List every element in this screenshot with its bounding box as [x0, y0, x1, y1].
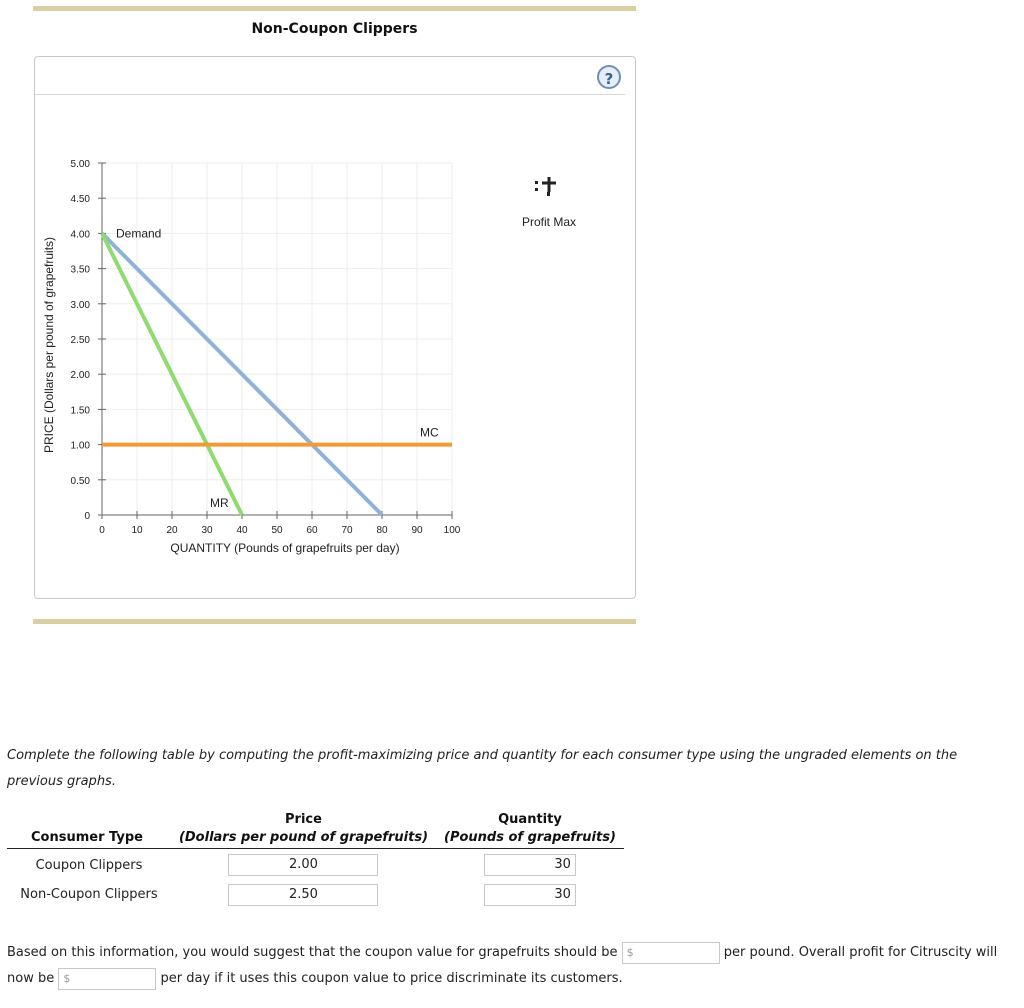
x-tick-label: 20	[166, 525, 178, 536]
help-button[interactable]: ?	[597, 65, 621, 89]
quantity-cell	[436, 880, 624, 909]
chart-svg	[35, 57, 635, 598]
table-header-quantity-unit: (Pounds of grapefruits)	[436, 830, 624, 849]
chart-axes	[98, 163, 452, 519]
plus-icon	[542, 177, 556, 192]
y-tick-label: 2.50	[70, 335, 90, 346]
coupon-question	[7, 940, 1007, 992]
x-tick-label: 100	[443, 525, 461, 536]
x-tick-label: 0	[99, 525, 105, 536]
quantity-cell	[436, 849, 624, 881]
y-tick-label: 0	[84, 511, 90, 522]
profit-input[interactable]	[58, 968, 156, 990]
profit-max-marker-dash-2	[535, 188, 538, 191]
x-tick-label: 70	[341, 525, 353, 536]
price-cell	[171, 880, 436, 909]
y-tick-label: 1.50	[70, 405, 90, 417]
y-axis-label: PRICE (Dollars per pound of grapefruits)	[42, 236, 56, 454]
quantity-input-coupon[interactable]: 30	[484, 854, 576, 876]
x-tick-label: 50	[271, 525, 283, 536]
x-tick-label: 40	[236, 525, 248, 536]
y-tick-label: 5.00	[70, 159, 90, 170]
question-text-3: per day if it uses this coupon value to price discriminate its customers.	[160, 971, 623, 986]
profit-max-tool[interactable]	[522, 177, 576, 229]
graph-panel	[34, 56, 636, 599]
table-header-quantity: Quantity	[498, 811, 562, 827]
y-tick-label: 3.50	[70, 264, 90, 276]
y-tick-label: 0.50	[70, 475, 90, 487]
x-tick-label: 10	[131, 525, 143, 536]
table-row	[7, 849, 624, 881]
x-tick-label: 90	[411, 525, 423, 536]
question-text-2: per pound. Overall profit for Citruscity will now be	[7, 945, 998, 986]
y-tick-label: 3.00	[70, 299, 90, 311]
table-header-consumer-type: Consumer Type	[7, 830, 171, 849]
x-tick-label: 30	[201, 525, 213, 536]
x-tick-label: 80	[376, 525, 388, 536]
chart-labels	[42, 159, 461, 555]
y-tick-label: 4.00	[70, 229, 90, 241]
x-tick-label: 60	[306, 525, 318, 536]
table-row	[7, 880, 624, 909]
demand-label: Demand	[116, 226, 162, 241]
quantity-input-non-coupon[interactable]: 30	[484, 884, 576, 906]
top-divider	[33, 6, 636, 11]
table-header-price-unit: (Dollars per pound of grapefruits)	[171, 830, 436, 849]
bottom-divider	[33, 619, 636, 624]
answer-table	[7, 808, 624, 909]
table-header-empty	[7, 808, 171, 830]
price-input-non-coupon[interactable]: 2.50	[228, 884, 378, 906]
profit-max-label: Profit Max	[521, 215, 577, 229]
mr-label: MR	[210, 496, 229, 510]
consumer-type-cell: Non-Coupon Clippers	[20, 887, 158, 902]
y-tick-label: 2.00	[70, 370, 90, 382]
x-axis-label: QUANTITY (Pounds of grapefruits per day)	[170, 541, 400, 555]
table-header-price: Price	[285, 811, 322, 827]
profit-max-marker-tail	[547, 192, 550, 196]
mc-label: MC	[420, 425, 439, 440]
coupon-value-input[interactable]	[622, 942, 720, 964]
y-tick-label: 1.00	[70, 440, 90, 452]
currency-symbol: $	[63, 971, 71, 985]
profit-max-marker-dash-1	[535, 181, 538, 184]
price-input-coupon[interactable]: 2.00	[228, 854, 378, 876]
currency-symbol: $	[626, 945, 634, 959]
graph-title: Non-Coupon Clippers	[251, 21, 418, 37]
instructions: Complete the following table by computing the profit-maximizing price and quantity for each consumer type using the ungraded elements on the previous graphs.	[7, 748, 958, 789]
price-cell	[171, 849, 436, 881]
question-text-1: Based on this information, you would suggest that the coupon value for grapefruits should be	[7, 945, 618, 960]
y-tick-label: 4.50	[70, 194, 90, 206]
consumer-type-cell: Coupon Clippers	[35, 858, 143, 873]
